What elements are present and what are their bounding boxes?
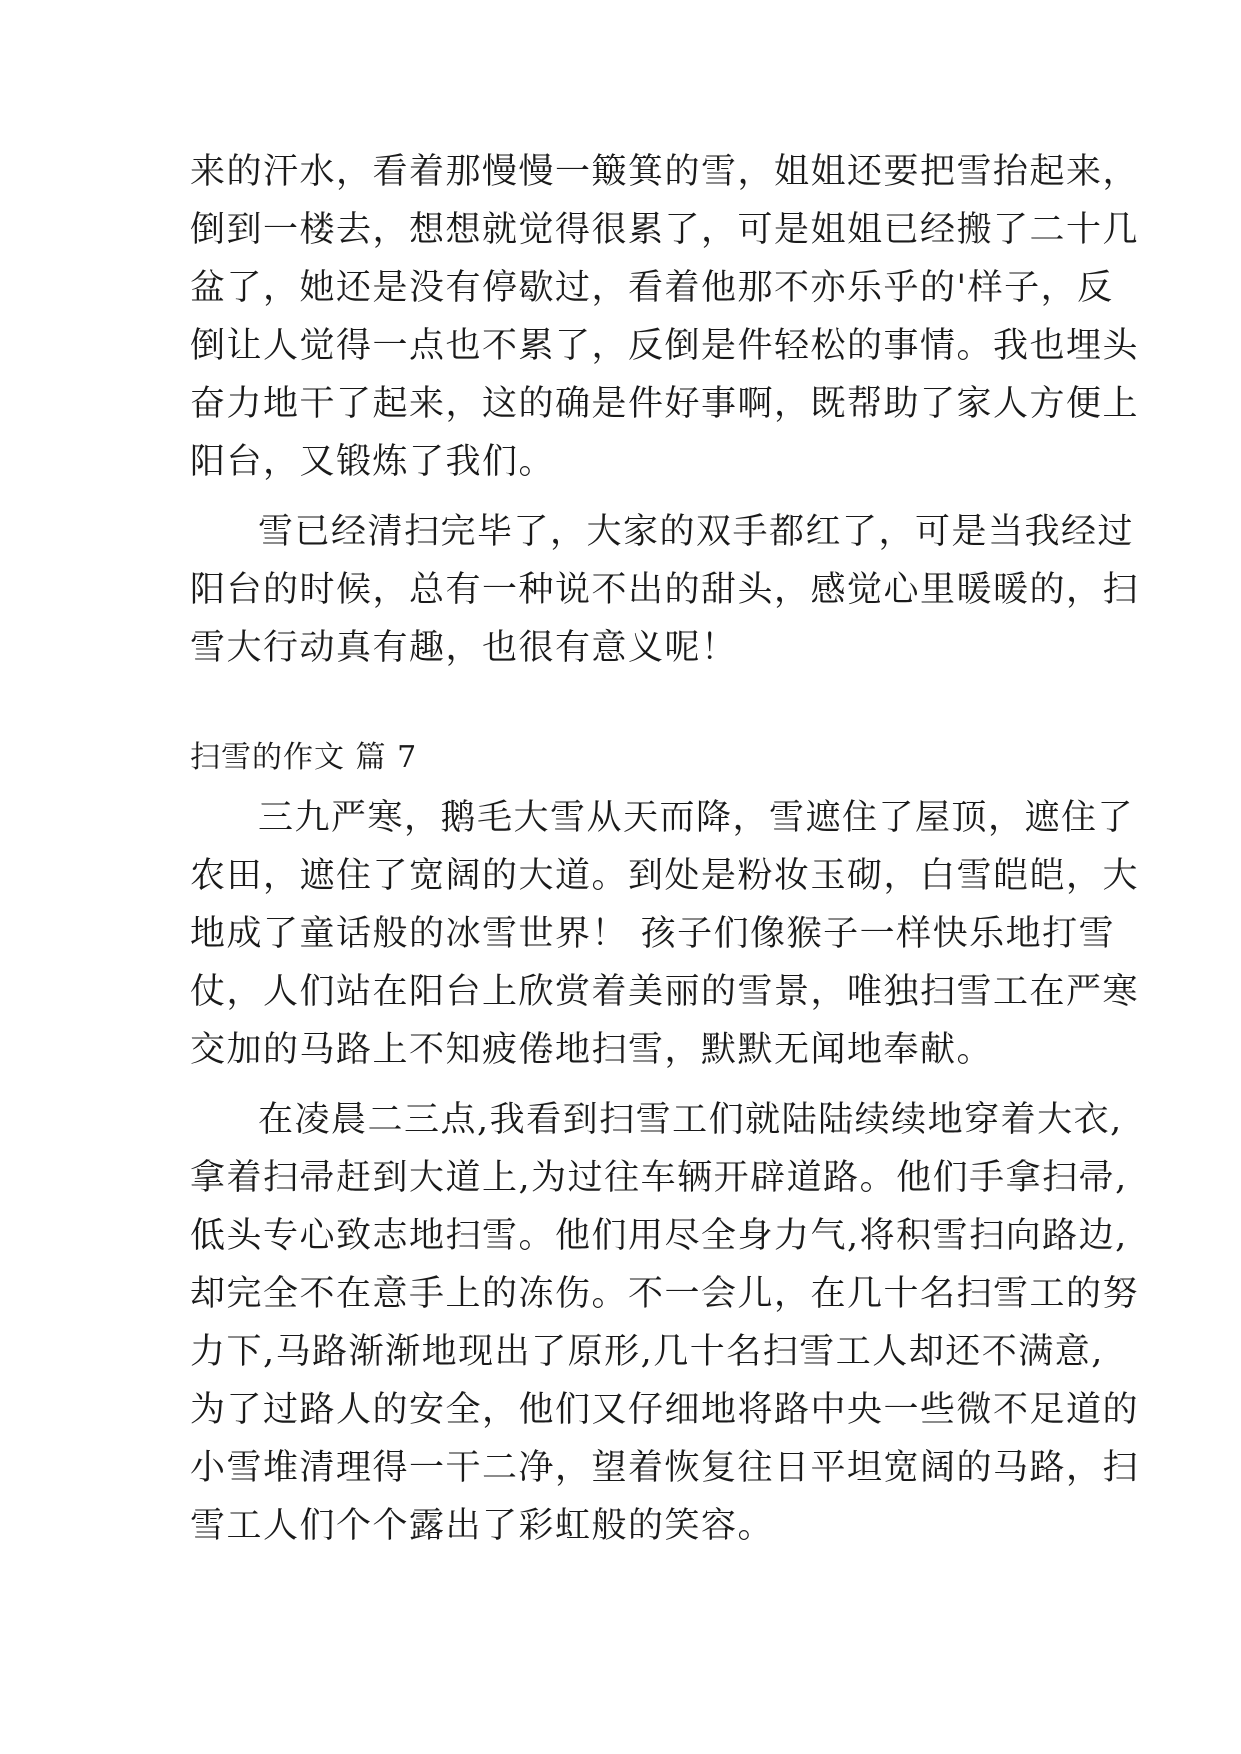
text-line: 倒让人觉得一点也不累了，反倒是件轻松的事情。我也埋头 xyxy=(190,326,1140,366)
text-line: 仗，人们站在阳台上欣赏着美丽的雪景，唯独扫雪工在严寒 xyxy=(190,972,1140,1012)
text-line: 地成了童话般的冰雪世界！ 孩子们像猴子一样快乐地打雪 xyxy=(190,914,1116,954)
text-line: 雪大行动真有趣，也很有意义呢！ xyxy=(190,628,738,668)
text-line: 小雪堆清理得一干二净，望着恢复往日平坦宽阔的马路，扫 xyxy=(190,1448,1140,1488)
text-line: 交加的马路上不知疲倦地扫雪，默默无闻地奉献。 xyxy=(190,1030,994,1070)
text-line: 却完全不在意手上的冻伤。不一会儿，在几十名扫雪工的努 xyxy=(190,1274,1140,1314)
text-line: 阳台的时候，总有一种说不出的甜头，感觉心里暖暖的，扫 xyxy=(190,570,1140,610)
text-line: 来的汗水，看着那慢慢一簸箕的雪，姐姐还要把雪抬起来， xyxy=(190,152,1140,192)
text-line: 为了过路人的安全，他们又仔细地将路中央一些微不足道的 xyxy=(190,1390,1140,1430)
text-line: 在凌晨二三点,我看到扫雪工们就陆陆续续地穿着大衣, xyxy=(258,1100,1123,1140)
section-title: 扫雪的作文 篇 7 xyxy=(190,740,418,775)
text-line: 三九严寒，鹅毛大雪从天而降，雪遮住了屋顶，遮住了 xyxy=(258,798,1135,838)
text-line: 农田，遮住了宽阔的大道。到处是粉妆玉砌，白雪皑皑，大 xyxy=(190,856,1140,896)
text-line: 阳台，又锻炼了我们。 xyxy=(190,442,556,482)
text-line: 雪已经清扫完毕了，大家的双手都红了，可是当我经过 xyxy=(258,512,1135,552)
text-line: 低头专心致志地扫雪。他们用尽全身力气,将积雪扫向路边, xyxy=(190,1216,1128,1256)
text-line: 雪工人们个个露出了彩虹般的笑容。 xyxy=(190,1506,775,1546)
text-line: 盆了，她还是没有停歇过，看着他那不亦乐乎的'样子，反 xyxy=(190,268,1114,308)
text-line: 力下,马路渐渐地现出了原形,几十名扫雪工人却还不满意, xyxy=(190,1332,1104,1372)
text-line: 拿着扫帚赶到大道上,为过往车辆开辟道路。他们手拿扫帚, xyxy=(190,1158,1128,1198)
text-line: 奋力地干了起来，这的确是件好事啊，既帮助了家人方便上 xyxy=(190,384,1140,424)
text-line: 倒到一楼去，想想就觉得很累了，可是姐姐已经搬了二十几 xyxy=(190,210,1140,250)
